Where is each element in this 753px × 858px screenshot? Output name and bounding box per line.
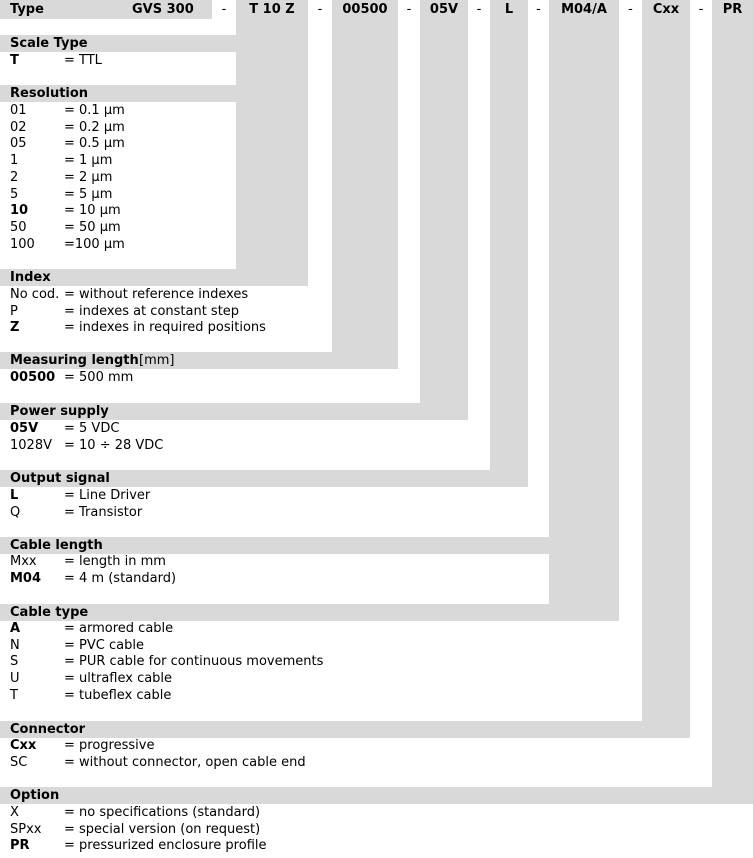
item-code: PR — [10, 838, 30, 854]
section-title: Cable type — [10, 605, 89, 620]
measuring-length-header — [0, 352, 398, 369]
item-code: 100 — [10, 236, 35, 252]
item-description: = 0.5 µm — [64, 136, 125, 152]
power-supply-body — [0, 420, 420, 468]
item-code: Z — [10, 320, 20, 336]
type-label: Type — [10, 2, 44, 17]
column-measuring-length — [332, 0, 398, 370]
section-title: Resolution — [10, 86, 89, 101]
column-power-supply — [420, 0, 468, 420]
item-description: = without reference indexes — [64, 287, 249, 302]
code-scale-resolution-index: T 10 Z — [249, 2, 295, 17]
item-code: 05V — [10, 421, 39, 436]
separator: - — [536, 2, 541, 17]
power-supply-header — [0, 403, 468, 420]
item-description: = no specifications (standard) — [64, 805, 261, 820]
item-description: = 10 µm — [64, 203, 121, 219]
section-title: Cable length — [10, 538, 103, 553]
section-title: Connector — [10, 722, 86, 737]
option-header — [0, 787, 753, 804]
column-cable-length-type — [549, 0, 619, 620]
model-code: GVS 300 — [132, 2, 194, 17]
section-title-unit: [mm] — [139, 353, 175, 368]
item-description: = indexes at constant step — [64, 303, 240, 319]
section-title: Power supply — [10, 404, 109, 419]
measuring-length-body — [0, 369, 398, 402]
separator: - — [406, 2, 412, 17]
section-title: Index — [10, 270, 51, 285]
item-description: = 1 µm — [64, 153, 113, 169]
item-description: = TTL — [64, 53, 102, 68]
item-description: = 4 m (standard) — [64, 570, 177, 586]
item-description: = Transistor — [64, 504, 143, 520]
code-output-signal: L — [504, 2, 514, 17]
separator: - — [628, 2, 633, 17]
item-description: = length in mm — [64, 554, 166, 569]
separator: - — [698, 2, 704, 17]
cable-type-header — [0, 604, 619, 621]
resolution-header — [0, 85, 236, 102]
column-option — [712, 0, 753, 805]
item-description: = 500 mm — [64, 370, 134, 385]
section-title: Option — [10, 788, 60, 803]
item-code: M04 — [10, 570, 42, 586]
code-cable: M04/A — [561, 2, 607, 17]
item-code: Mxx — [10, 554, 37, 569]
item-code: Q — [10, 504, 21, 520]
item-code: 50 — [10, 219, 27, 235]
item-code: X — [10, 805, 19, 820]
item-code: S — [10, 654, 19, 670]
item-code: 10 — [10, 203, 29, 219]
item-code: No cod. — [10, 287, 60, 302]
item-code: N — [10, 637, 20, 653]
item-description: = armored cable — [64, 621, 174, 636]
item-description: = pressurized enclosure profile — [64, 838, 267, 854]
item-description: = PUR cable for continuous movements — [64, 654, 324, 670]
connector-header — [0, 721, 690, 738]
item-description: = indexes in required positions — [64, 320, 266, 336]
section-title: Scale Type — [10, 36, 88, 51]
item-code: T — [10, 687, 18, 703]
section-title: Measuring length — [10, 353, 139, 368]
separator: - — [317, 2, 323, 17]
section-title: Output signal — [10, 471, 110, 486]
item-code: 5 — [10, 186, 19, 202]
code-connector: Cxx — [652, 2, 680, 17]
separator: - — [476, 2, 482, 17]
item-code: SC — [10, 754, 28, 770]
index-header — [0, 269, 308, 286]
code-measuring-length: 00500 — [342, 2, 388, 17]
item-code: A — [10, 621, 21, 636]
item-description: = special version (on request) — [64, 821, 261, 837]
item-description: = tubeflex cable — [64, 687, 172, 703]
item-code: 00500 — [10, 370, 56, 385]
item-description: = 2 µm — [64, 169, 113, 185]
item-code: 02 — [10, 119, 27, 135]
item-code: 05 — [10, 136, 27, 152]
item-description: = Line Driver — [64, 488, 151, 503]
item-description: = 10 ÷ 28 VDC — [64, 437, 164, 453]
item-description: = 50 µm — [64, 219, 121, 235]
code-option: PR — [722, 2, 743, 17]
item-code: 1028V — [10, 437, 52, 453]
item-description: = progressive — [64, 738, 155, 753]
item-description: = PVC cable — [64, 637, 144, 653]
column-scale-resolution-index — [236, 0, 308, 288]
item-code: U — [10, 671, 20, 687]
item-code: SPxx — [10, 821, 42, 837]
item-description: = 0.1 µm — [64, 103, 125, 118]
scale-type-body — [0, 52, 236, 84]
separator: - — [221, 2, 227, 17]
item-code: 2 — [10, 169, 19, 185]
item-code: 01 — [10, 103, 27, 118]
item-code: P — [10, 303, 18, 319]
item-description: = 5 VDC — [64, 421, 120, 436]
scale-type-header — [0, 35, 236, 52]
code-power-supply: 05V — [429, 2, 459, 17]
column-connector — [642, 0, 690, 738]
item-code: Cxx — [10, 738, 37, 753]
item-code: T — [10, 53, 19, 68]
item-code: 1 — [10, 153, 19, 169]
item-description: = 0.2 µm — [64, 119, 125, 135]
output-signal-header — [0, 470, 528, 487]
item-description: =100 µm — [64, 236, 125, 252]
column-output-signal — [490, 0, 528, 487]
item-description: = ultraflex cable — [64, 671, 173, 687]
item-code: L — [10, 488, 19, 503]
cable-length-header — [0, 537, 549, 554]
item-description: = without connector, open cable end — [64, 754, 306, 770]
item-description: = 5 µm — [64, 186, 113, 202]
